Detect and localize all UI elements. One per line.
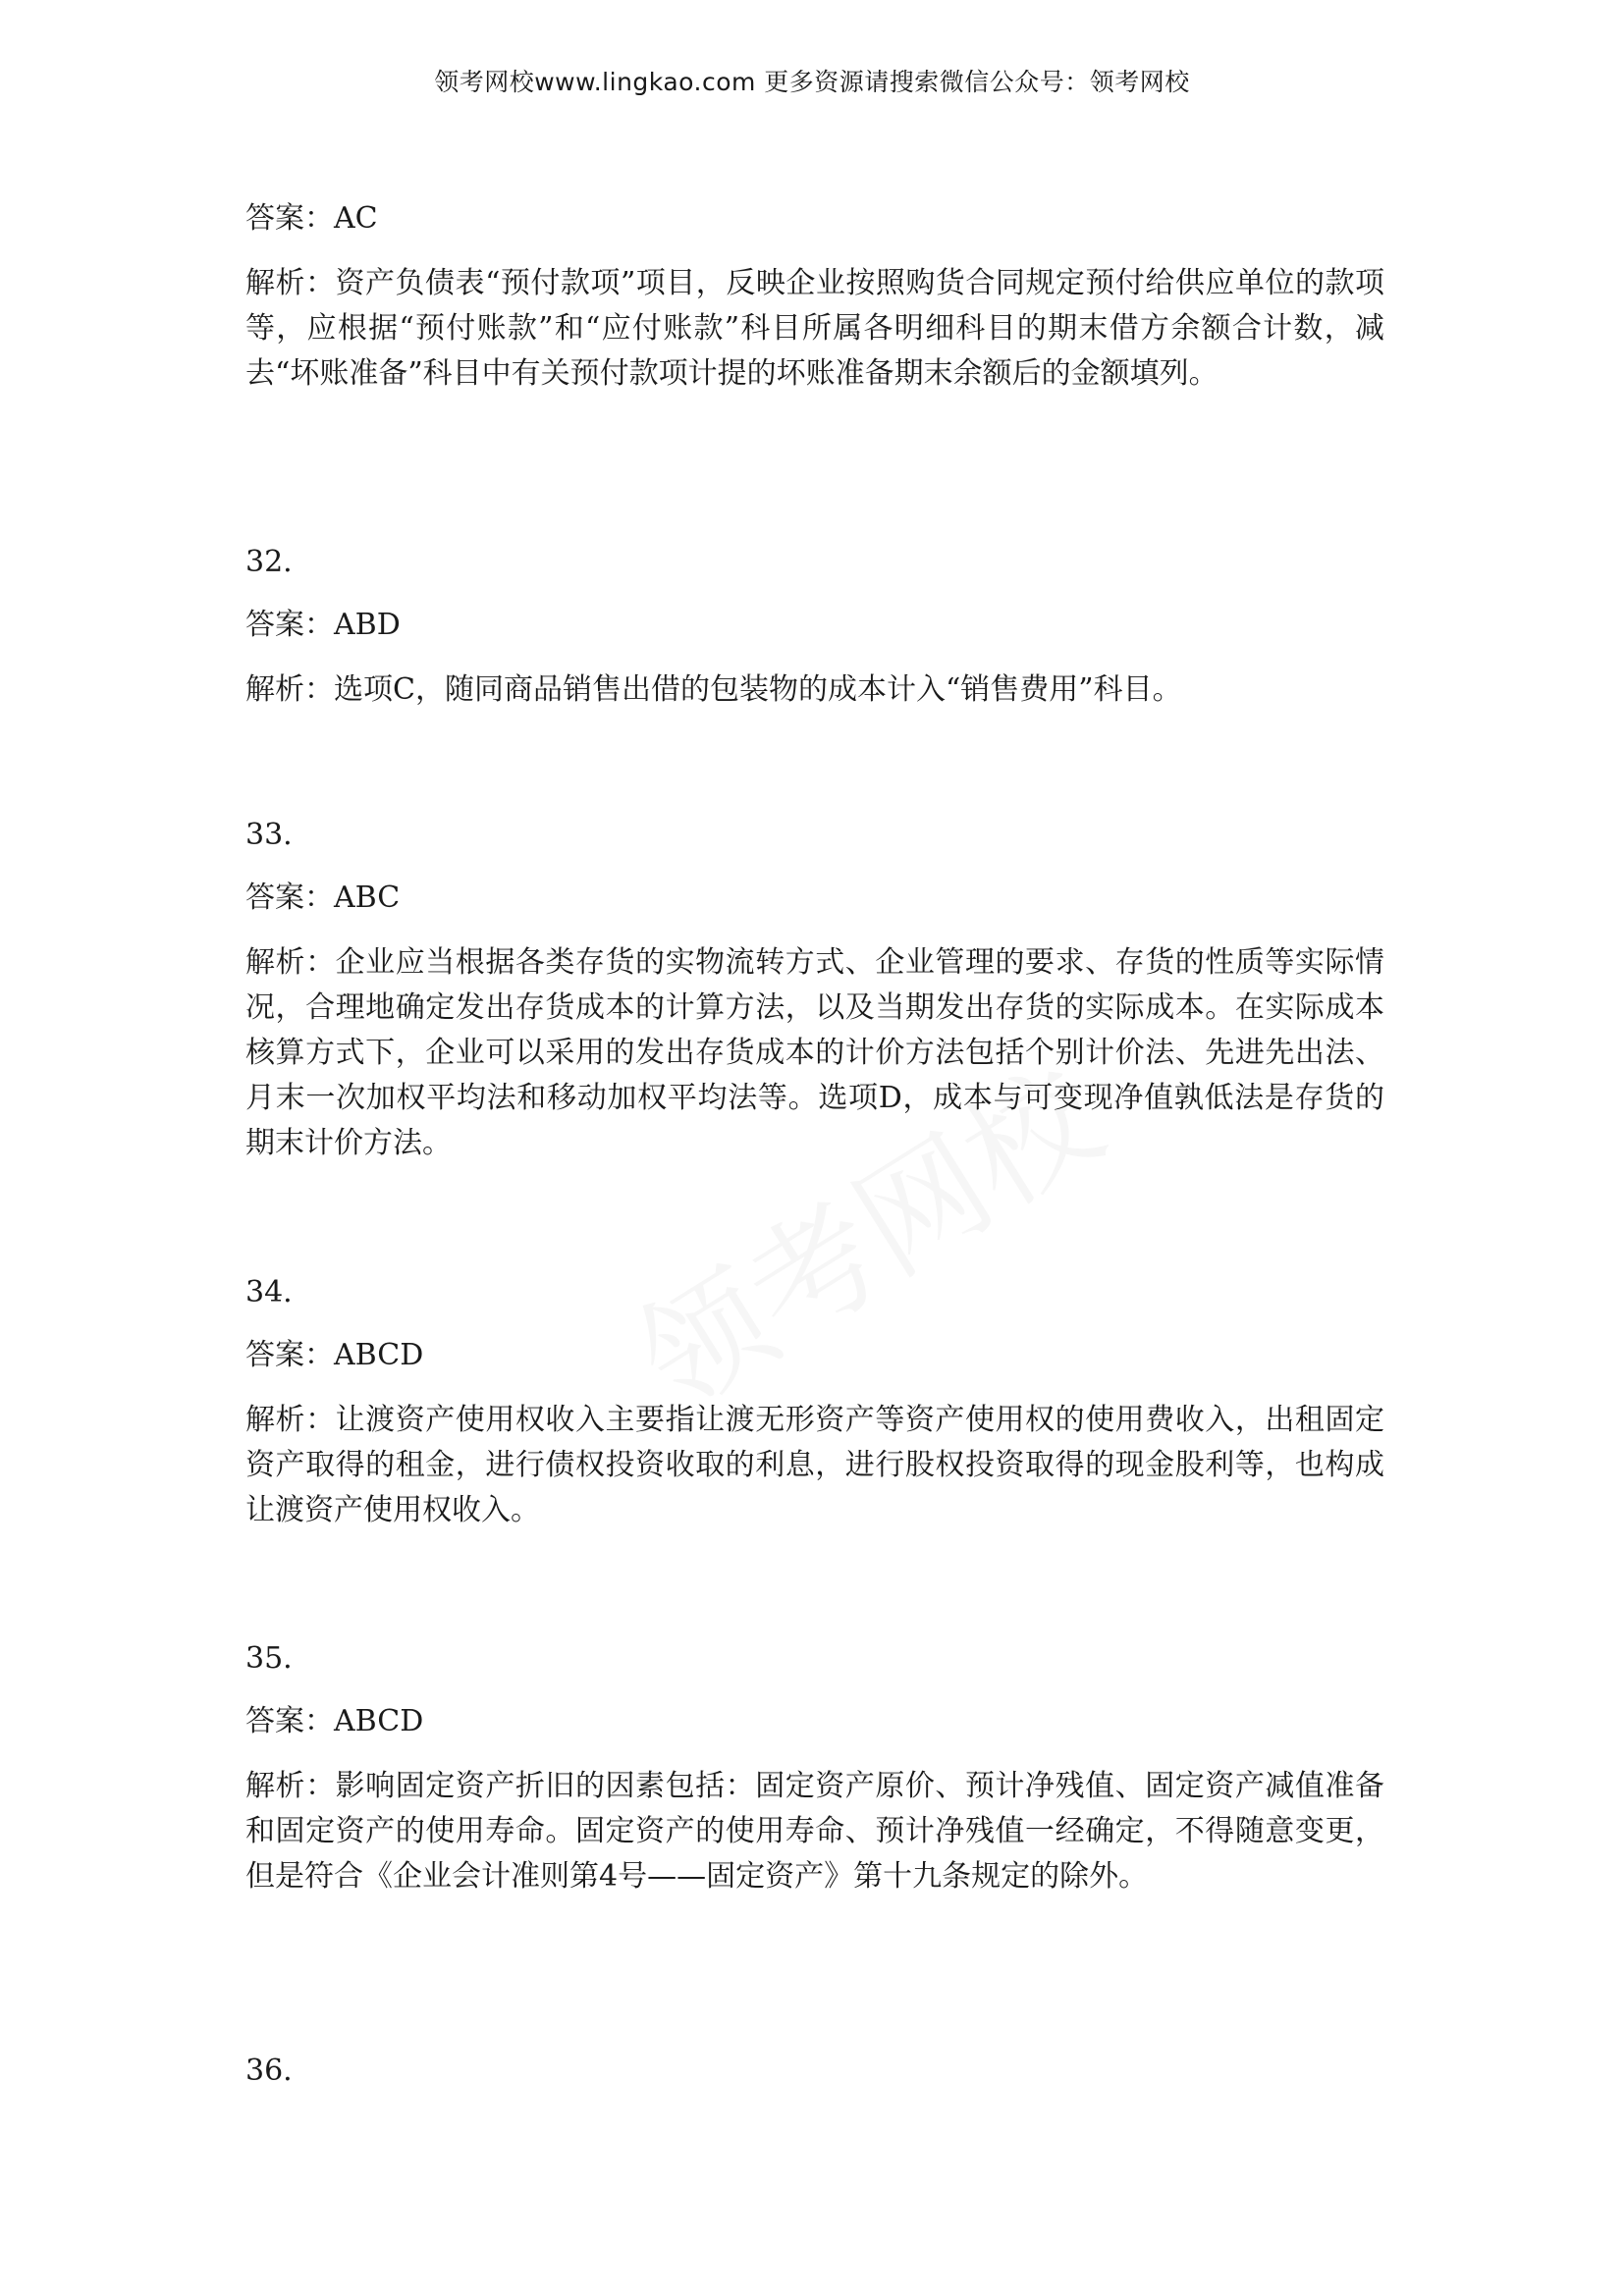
question-number: 36. bbox=[245, 2054, 293, 2088]
analysis-paragraph: 解析：企业应当根据各类存货的实物流转方式、企业管理的要求、存货的性质等实际情况，合理地确定发出存货成本的计算方法，以及当期发出存货的实际成本。在实际成本核算方式下，企业可以采用的发出存货成本的计价方法包括个别计价法、先进先出法、月末一次加权平均法和移动加权平均法等。选项D，成本与可变现净值孰低法是存货的期末计价方法。 bbox=[245, 945, 1384, 1160]
analysis-paragraph: 解析：资产负债表“预付款项”项目，反映企业按照购货合同规定预付给供应单位的款项等，应根据“预付账款”和“应付账款”科目所属各明细科目的期末借方余额合计数，减去“坏账准备”科目中有关预付款项计提的坏账准备期末余额后的金额填列。 bbox=[245, 266, 1384, 391]
answer-line: 答案：ABD bbox=[245, 608, 401, 642]
answer-section-34 bbox=[245, 1270, 1384, 1533]
answer-line: 答案：ABC bbox=[245, 881, 401, 915]
answer-line: 答案：ABCD bbox=[245, 1704, 424, 1738]
analysis-paragraph: 解析：选项C，随同商品销售出借的包装物的成本计入“销售费用”科目。 bbox=[245, 672, 1182, 707]
analysis-paragraph: 解析：让渡资产使用权收入主要指让渡无形资产等资产使用权的使用费收入，出租固定资产取得的租金，进行债权投资收取的利息，进行股权投资取得的现金股利等，也构成让渡资产使用权收入。 bbox=[245, 1403, 1384, 1527]
answer-section-36 bbox=[245, 2049, 1384, 2094]
page-header: 领考网校www.lingkao.com 更多资源请搜索微信公众号：领考网校 bbox=[434, 68, 1190, 96]
question-number: 35. bbox=[245, 1641, 293, 1676]
answer-line: 答案：ABCD bbox=[245, 1338, 424, 1372]
analysis-paragraph: 解析：影响固定资产折旧的因素包括：固定资产原价、预计净残值、固定资产减值准备和固定资产的使用寿命。固定资产的使用寿命、预计净残值一经确定，不得随意变更，但是符合《企业会计准则第4号——固定资产》第十九条规定的除外。 bbox=[245, 1769, 1384, 1894]
question-number: 33. bbox=[245, 818, 293, 852]
question-number: 32. bbox=[245, 545, 293, 579]
question-number: 34. bbox=[245, 1275, 293, 1309]
answer-section-31 bbox=[245, 196, 1384, 397]
answer-section-35 bbox=[245, 1636, 1384, 1899]
answer-section-32 bbox=[245, 540, 1384, 713]
answer-line: 答案：AC bbox=[245, 201, 378, 236]
answer-section-33 bbox=[245, 813, 1384, 1166]
